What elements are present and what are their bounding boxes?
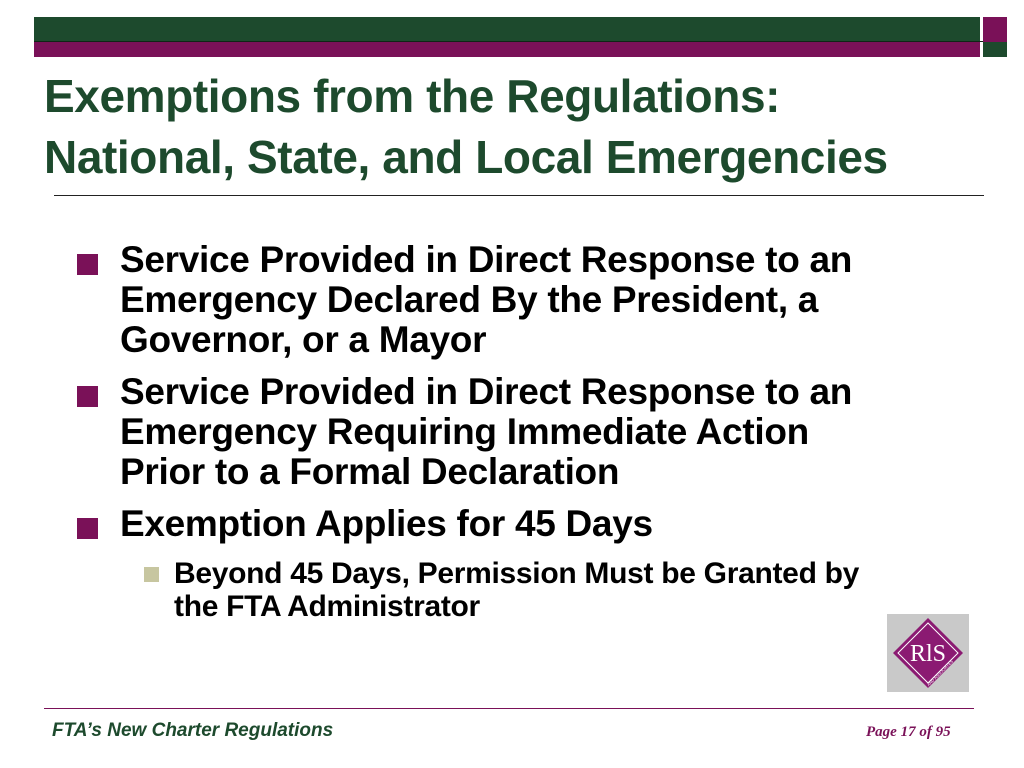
header-corner-square-bottom	[983, 42, 1007, 57]
footer-divider	[44, 708, 974, 709]
slide-title-line-2: National, State, and Local Emergencies	[44, 131, 888, 183]
header-corner-square-top	[983, 17, 1007, 42]
bullet-line: Emergency Requiring Immediate Action	[120, 411, 809, 452]
header-band-maroon	[34, 42, 980, 57]
page-number: Page 17 of 95	[866, 724, 951, 740]
sub-bullet-text	[174, 557, 974, 623]
bullet-line: Emergency Declared By the President, a	[120, 279, 819, 320]
square-sub-bullet-icon	[144, 567, 159, 582]
header-band-divider	[34, 41, 1007, 42]
bullet-text	[120, 504, 960, 544]
bullet-line: Prior to a Formal Declaration	[120, 451, 620, 492]
bullet-text	[120, 372, 960, 492]
header-band-green	[34, 17, 980, 42]
sub-bullet-line: the FTA Administrator	[174, 590, 480, 623]
title-divider	[54, 195, 984, 196]
footer-title: FTA’s New Charter Regulations	[52, 720, 334, 741]
sub-bullet-line: Beyond 45 Days, Permission Must be Granted by	[174, 557, 860, 590]
svg-text:RlS: RlS	[909, 641, 947, 667]
square-bullet-icon	[77, 254, 98, 275]
rls-logo-graphic	[887, 614, 969, 692]
square-bullet-icon	[77, 518, 98, 539]
square-bullet-icon	[77, 386, 98, 407]
bullet-text	[120, 240, 960, 360]
slide-title	[44, 66, 1004, 188]
bullet-line: Governor, or a Mayor	[120, 319, 487, 360]
slide-title-line-1: Exemptions from the Regulations:	[44, 70, 781, 122]
bullet-line: Exemption Applies for 45 Days	[120, 503, 653, 544]
svg-text:AND ASSOCIATES: AND ASSOCIATES	[925, 658, 954, 687]
bullet-line: Service Provided in Direct Response to an	[120, 239, 853, 280]
bullet-line: Service Provided in Direct Response to an	[120, 371, 853, 412]
rls-logo-icon	[887, 614, 969, 692]
